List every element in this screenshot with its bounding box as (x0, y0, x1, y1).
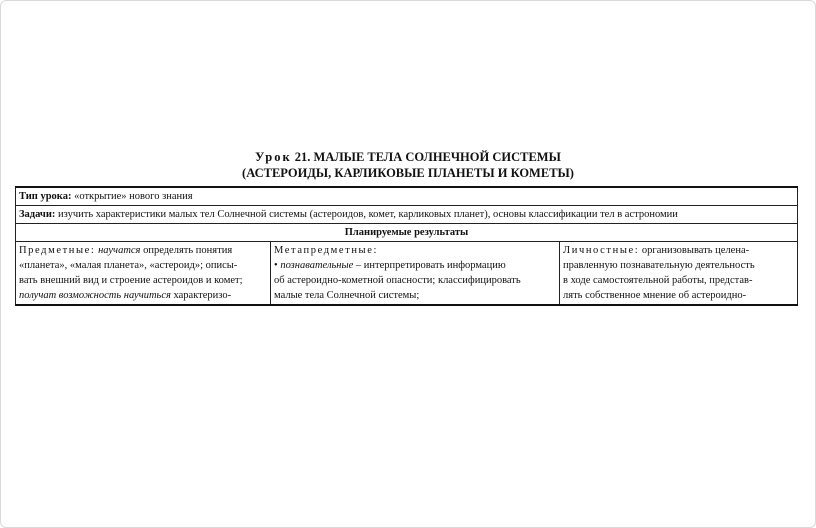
lesson-title-line-1 (0, 149, 816, 166)
personal-line-1-rest: организовывать целена- (639, 245, 750, 256)
subject-line-4-em: получат возможность научиться (19, 290, 171, 301)
meta-line-2: об астероидно-кометной опасности; классифицировать (274, 275, 521, 286)
results-header-row (16, 224, 798, 242)
lesson-plan-table (15, 186, 798, 306)
subject-line-3: вать внешний вид и строение астероидов и комет; (19, 275, 243, 286)
subject-line-1 (19, 243, 267, 258)
meta-line-3: малые тела Солнечной системы; (274, 290, 420, 301)
subject-line-4-rest: характеризо- (170, 290, 232, 301)
meta-label: Метапредметные: (274, 245, 378, 256)
lesson-title-prefix: Урок (255, 150, 292, 164)
lesson-type-row (16, 187, 798, 206)
tasks-label: Задачи: (19, 209, 56, 220)
personal-line-4: лять собственное мнение об астероидно- (563, 290, 747, 301)
lesson-type-cell (16, 187, 798, 206)
personal-line-3: в ходе самостоятельной работы, представ- (563, 275, 753, 286)
meta-line-1-rest: – интерпретировать информацию (353, 260, 506, 271)
tasks-row (16, 206, 798, 224)
meta-line-1-em: познавательные (280, 260, 354, 271)
personal-line-1 (563, 243, 794, 258)
lesson-type-value: «открытие» нового знания (71, 191, 193, 202)
meta-line-1 (274, 258, 556, 273)
lesson-type-label: Тип урока: (19, 191, 72, 202)
meta-results-cell (271, 242, 560, 306)
subject-line-1-rest: определять понятия (140, 245, 233, 256)
lesson-title-main: 21. МАЛЫЕ ТЕЛА СОЛНЕЧНОЙ СИСТЕМЫ (291, 150, 561, 164)
personal-label: Личностные: (563, 245, 640, 256)
subject-label: Предметные: (19, 245, 96, 256)
lesson-title-line-2: (АСТЕРОИДЫ, КАРЛИКОВЫЕ ПЛАНЕТЫ И КОМЕТЫ) (242, 166, 574, 180)
subject-line-1-em: научатся (95, 245, 141, 256)
subject-line-2: «планета», «малая планета», «астероид»; описы- (19, 260, 238, 271)
subject-results-cell (16, 242, 271, 306)
results-header: Планируемые результаты (16, 224, 798, 242)
subject-line-4 (19, 288, 267, 303)
personal-line-2: правленную познавательную деятельность (563, 260, 755, 271)
meta-bullet: • (274, 260, 281, 271)
personal-results-cell (560, 242, 798, 306)
results-row (16, 242, 798, 306)
tasks-cell (16, 206, 798, 224)
tasks-value: изучить характеристики малых тел Солнечной системы (астероидов, комет, карликовых планет), основы классификации тел в астрономии (55, 209, 678, 220)
